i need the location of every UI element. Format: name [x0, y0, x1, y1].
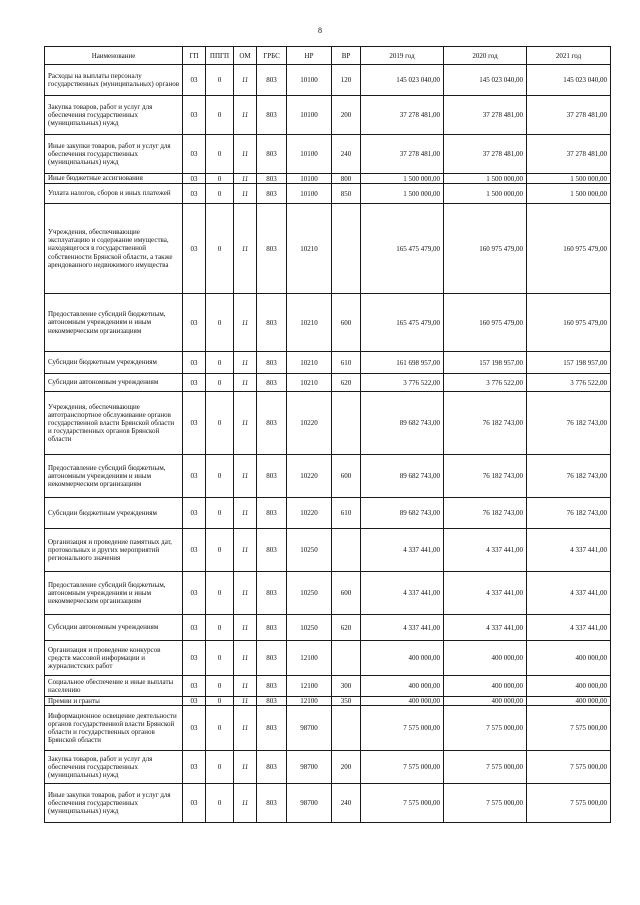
cell-y2019: 145 023 040,00 — [361, 65, 444, 96]
cell-om: 11 — [234, 135, 257, 174]
cell-ppgp: 0 — [206, 697, 234, 706]
cell-om: 11 — [234, 392, 257, 455]
cell-name: Субсидии автономным учреждениям — [45, 615, 183, 641]
cell-ppgp: 0 — [206, 374, 234, 392]
cell-om: 11 — [234, 374, 257, 392]
cell-om: 11 — [234, 352, 257, 374]
table-row — [45, 529, 611, 572]
cell-y2020: 3 776 522,00 — [444, 374, 527, 392]
cell-name: Закупка товаров, работ и услуг для обеспечения государственных (муниципальных) нужд — [45, 96, 183, 135]
cell-y2020: 157 198 957,00 — [444, 352, 527, 374]
column-header: 2020 год — [444, 47, 527, 65]
cell-ppgp: 0 — [206, 352, 234, 374]
cell-ppgp: 0 — [206, 529, 234, 572]
cell-y2019: 165 475 479,00 — [361, 294, 444, 352]
table-row — [45, 676, 611, 697]
cell-vr: 850 — [332, 184, 361, 204]
cell-grbs: 803 — [257, 294, 287, 352]
cell-nr: 10220 — [287, 498, 332, 529]
cell-vr: 800 — [332, 174, 361, 184]
cell-name: Премии и гранты — [45, 697, 183, 706]
cell-ppgp: 0 — [206, 706, 234, 751]
table-row — [45, 706, 611, 751]
table-row — [45, 615, 611, 641]
cell-ppgp: 0 — [206, 135, 234, 174]
cell-gp: 03 — [183, 174, 206, 184]
cell-vr: 600 — [332, 455, 361, 498]
table-row — [45, 96, 611, 135]
cell-y2019: 89 682 743,00 — [361, 455, 444, 498]
column-header: ППГП — [206, 47, 234, 65]
cell-name: Расходы на выплаты персоналу государственных (муниципальных) органов — [45, 65, 183, 96]
cell-grbs: 803 — [257, 697, 287, 706]
cell-ppgp: 0 — [206, 615, 234, 641]
cell-y2021: 400 000,00 — [527, 641, 611, 676]
cell-vr: 620 — [332, 615, 361, 641]
cell-nr: 10220 — [287, 455, 332, 498]
cell-y2021: 160 975 479,00 — [527, 204, 611, 294]
cell-nr: 10210 — [287, 294, 332, 352]
cell-y2020: 4 337 441,00 — [444, 572, 527, 615]
cell-gp: 03 — [183, 392, 206, 455]
column-header: ВР — [332, 47, 361, 65]
cell-gp: 03 — [183, 751, 206, 784]
cell-y2020: 76 182 743,00 — [444, 455, 527, 498]
cell-name: Организация и проведение конкурсов средств массовой информации и журналистских работ — [45, 641, 183, 676]
cell-nr: 10250 — [287, 615, 332, 641]
cell-y2021: 160 975 479,00 — [527, 294, 611, 352]
cell-gp: 03 — [183, 529, 206, 572]
cell-gp: 03 — [183, 784, 206, 823]
cell-grbs: 803 — [257, 615, 287, 641]
cell-nr: 12100 — [287, 676, 332, 697]
cell-name: Предоставление субсидий бюджетным, автономным учреждениям и иным некоммерческим организациям — [45, 572, 183, 615]
cell-grbs: 803 — [257, 374, 287, 392]
cell-nr: 10210 — [287, 374, 332, 392]
cell-gp: 03 — [183, 204, 206, 294]
cell-gp: 03 — [183, 615, 206, 641]
cell-vr: 620 — [332, 374, 361, 392]
cell-ppgp: 0 — [206, 455, 234, 498]
cell-om: 11 — [234, 529, 257, 572]
cell-gp: 03 — [183, 697, 206, 706]
cell-y2019: 4 337 441,00 — [361, 615, 444, 641]
cell-om: 11 — [234, 455, 257, 498]
cell-name: Учреждения, обеспечивающие автотранспортное обслуживание органов государственной власти Брянской области и государственных органов Брянской области — [45, 392, 183, 455]
cell-y2021: 4 337 441,00 — [527, 572, 611, 615]
cell-y2019: 4 337 441,00 — [361, 572, 444, 615]
cell-y2021: 1 500 000,00 — [527, 184, 611, 204]
cell-nr: 10100 — [287, 96, 332, 135]
cell-om: 11 — [234, 751, 257, 784]
cell-gp: 03 — [183, 184, 206, 204]
cell-gp: 03 — [183, 374, 206, 392]
cell-om: 11 — [234, 96, 257, 135]
cell-y2020: 7 575 000,00 — [444, 751, 527, 784]
cell-grbs: 803 — [257, 135, 287, 174]
cell-y2019: 7 575 000,00 — [361, 706, 444, 751]
column-header: Наименование — [45, 47, 183, 65]
cell-vr: 610 — [332, 352, 361, 374]
table-row — [45, 374, 611, 392]
cell-name: Закупка товаров, работ и услуг для обеспечения государственных (муниципальных) нужд — [45, 751, 183, 784]
column-header: НР — [287, 47, 332, 65]
cell-ppgp: 0 — [206, 572, 234, 615]
cell-y2021: 400 000,00 — [527, 697, 611, 706]
cell-y2019: 161 698 957,00 — [361, 352, 444, 374]
cell-y2020: 76 182 743,00 — [444, 498, 527, 529]
cell-grbs: 803 — [257, 572, 287, 615]
cell-nr: 98700 — [287, 784, 332, 823]
cell-nr: 12100 — [287, 697, 332, 706]
table-header-row — [45, 47, 611, 65]
cell-y2021: 76 182 743,00 — [527, 392, 611, 455]
cell-y2019: 400 000,00 — [361, 676, 444, 697]
cell-y2021: 400 000,00 — [527, 676, 611, 697]
cell-name: Организация и проведение памятных дат, протокольных и других мероприятий регионального значения — [45, 529, 183, 572]
cell-name: Субсидии бюджетным учреждениям — [45, 352, 183, 374]
cell-grbs: 803 — [257, 184, 287, 204]
cell-y2020: 145 023 040,00 — [444, 65, 527, 96]
cell-y2019: 3 776 522,00 — [361, 374, 444, 392]
cell-name: Предоставление субсидий бюджетным, автономным учреждениям и иным некоммерческим организациям — [45, 455, 183, 498]
cell-y2020: 4 337 441,00 — [444, 615, 527, 641]
cell-om: 11 — [234, 184, 257, 204]
cell-vr: 240 — [332, 784, 361, 823]
cell-y2020: 160 975 479,00 — [444, 294, 527, 352]
cell-gp: 03 — [183, 294, 206, 352]
table-row — [45, 204, 611, 294]
cell-y2019: 37 278 481,00 — [361, 135, 444, 174]
budget-table — [44, 46, 611, 823]
table-row — [45, 65, 611, 96]
cell-y2019: 37 278 481,00 — [361, 96, 444, 135]
page-number: 8 — [318, 26, 322, 35]
table-body — [45, 65, 611, 823]
table-row — [45, 498, 611, 529]
cell-grbs: 803 — [257, 65, 287, 96]
column-header: ГРБС — [257, 47, 287, 65]
table-row — [45, 784, 611, 823]
cell-y2019: 165 475 479,00 — [361, 204, 444, 294]
table-row — [45, 697, 611, 706]
cell-ppgp: 0 — [206, 96, 234, 135]
cell-name: Субсидии автономным учреждениям — [45, 374, 183, 392]
cell-y2021: 145 023 040,00 — [527, 65, 611, 96]
cell-vr — [332, 392, 361, 455]
cell-y2020: 1 500 000,00 — [444, 184, 527, 204]
cell-nr: 98700 — [287, 751, 332, 784]
cell-nr: 10100 — [287, 135, 332, 174]
cell-nr: 10100 — [287, 184, 332, 204]
cell-nr: 10210 — [287, 204, 332, 294]
cell-vr: 200 — [332, 751, 361, 784]
cell-om: 11 — [234, 784, 257, 823]
cell-nr: 12100 — [287, 641, 332, 676]
cell-y2019: 1 500 000,00 — [361, 184, 444, 204]
cell-ppgp: 0 — [206, 498, 234, 529]
table-row — [45, 294, 611, 352]
cell-gp: 03 — [183, 65, 206, 96]
column-header: ГП — [183, 47, 206, 65]
cell-y2019: 400 000,00 — [361, 697, 444, 706]
cell-name: Учреждения, обеспечивающие эксплуатацию и содержание имущества, находящегося в государственной собственности Брянской области, а также арендованного недвижимого имущества — [45, 204, 183, 294]
cell-nr: 98700 — [287, 706, 332, 751]
cell-gp: 03 — [183, 96, 206, 135]
cell-om: 11 — [234, 706, 257, 751]
cell-vr — [332, 706, 361, 751]
cell-y2020: 37 278 481,00 — [444, 96, 527, 135]
cell-ppgp: 0 — [206, 641, 234, 676]
cell-nr: 10100 — [287, 65, 332, 96]
cell-y2021: 76 182 743,00 — [527, 498, 611, 529]
cell-y2019: 7 575 000,00 — [361, 784, 444, 823]
column-header: 2021 год — [527, 47, 611, 65]
cell-om: 11 — [234, 641, 257, 676]
cell-grbs: 803 — [257, 751, 287, 784]
cell-y2019: 7 575 000,00 — [361, 751, 444, 784]
cell-y2021: 7 575 000,00 — [527, 784, 611, 823]
cell-grbs: 803 — [257, 392, 287, 455]
table-row — [45, 572, 611, 615]
cell-grbs: 803 — [257, 352, 287, 374]
cell-vr: 120 — [332, 65, 361, 96]
cell-y2019: 89 682 743,00 — [361, 392, 444, 455]
cell-y2020: 76 182 743,00 — [444, 392, 527, 455]
cell-nr: 10250 — [287, 529, 332, 572]
cell-grbs: 803 — [257, 641, 287, 676]
cell-gp: 03 — [183, 572, 206, 615]
cell-name: Иные закупки товаров, работ и услуг для обеспечения государственных (муниципальных) нужд — [45, 135, 183, 174]
cell-vr — [332, 641, 361, 676]
cell-y2019: 89 682 743,00 — [361, 498, 444, 529]
table-row — [45, 174, 611, 184]
cell-ppgp: 0 — [206, 294, 234, 352]
cell-om: 11 — [234, 697, 257, 706]
cell-ppgp: 0 — [206, 676, 234, 697]
column-header: ОМ — [234, 47, 257, 65]
cell-y2020: 160 975 479,00 — [444, 204, 527, 294]
cell-om: 11 — [234, 174, 257, 184]
cell-y2020: 37 278 481,00 — [444, 135, 527, 174]
table-row — [45, 184, 611, 204]
cell-om: 11 — [234, 498, 257, 529]
cell-grbs: 803 — [257, 706, 287, 751]
cell-grbs: 803 — [257, 204, 287, 294]
cell-grbs: 803 — [257, 529, 287, 572]
cell-name: Социальное обеспечение и иные выплаты населению — [45, 676, 183, 697]
cell-y2021: 37 278 481,00 — [527, 96, 611, 135]
cell-y2020: 400 000,00 — [444, 641, 527, 676]
cell-om: 11 — [234, 676, 257, 697]
cell-nr: 10100 — [287, 174, 332, 184]
cell-name: Иные бюджетные ассигнования — [45, 174, 183, 184]
cell-gp: 03 — [183, 498, 206, 529]
cell-grbs: 803 — [257, 784, 287, 823]
cell-grbs: 803 — [257, 455, 287, 498]
cell-ppgp: 0 — [206, 751, 234, 784]
cell-om: 11 — [234, 204, 257, 294]
cell-grbs: 803 — [257, 498, 287, 529]
cell-y2021: 157 198 957,00 — [527, 352, 611, 374]
cell-grbs: 803 — [257, 174, 287, 184]
table-row — [45, 641, 611, 676]
cell-gp: 03 — [183, 676, 206, 697]
cell-y2020: 7 575 000,00 — [444, 784, 527, 823]
cell-y2020: 7 575 000,00 — [444, 706, 527, 751]
cell-vr: 610 — [332, 498, 361, 529]
cell-vr: 600 — [332, 294, 361, 352]
cell-gp: 03 — [183, 455, 206, 498]
cell-vr: 200 — [332, 96, 361, 135]
cell-ppgp: 0 — [206, 784, 234, 823]
cell-y2019: 4 337 441,00 — [361, 529, 444, 572]
cell-ppgp: 0 — [206, 204, 234, 294]
cell-y2019: 1 500 000,00 — [361, 174, 444, 184]
column-header: 2019 год — [361, 47, 444, 65]
table-row — [45, 135, 611, 174]
cell-y2020: 400 000,00 — [444, 676, 527, 697]
cell-ppgp: 0 — [206, 184, 234, 204]
cell-grbs: 803 — [257, 96, 287, 135]
cell-ppgp: 0 — [206, 174, 234, 184]
cell-y2021: 4 337 441,00 — [527, 529, 611, 572]
cell-om: 11 — [234, 294, 257, 352]
table-row — [45, 392, 611, 455]
cell-nr: 10210 — [287, 352, 332, 374]
cell-y2021: 4 337 441,00 — [527, 615, 611, 641]
table-row — [45, 455, 611, 498]
cell-gp: 03 — [183, 352, 206, 374]
table-row — [45, 751, 611, 784]
cell-vr: 300 — [332, 676, 361, 697]
cell-y2021: 7 575 000,00 — [527, 706, 611, 751]
cell-vr — [332, 204, 361, 294]
cell-vr — [332, 529, 361, 572]
cell-ppgp: 0 — [206, 65, 234, 96]
cell-y2020: 400 000,00 — [444, 697, 527, 706]
cell-name: Информационное освещение деятельности органов государственной власти Брянской области и государственных органов Брянской области — [45, 706, 183, 751]
cell-ppgp: 0 — [206, 392, 234, 455]
cell-vr: 240 — [332, 135, 361, 174]
cell-name: Иные закупки товаров, работ и услуг для обеспечения государственных (муниципальных) нужд — [45, 784, 183, 823]
cell-nr: 10220 — [287, 392, 332, 455]
cell-y2021: 7 575 000,00 — [527, 751, 611, 784]
cell-gp: 03 — [183, 641, 206, 676]
cell-vr: 350 — [332, 697, 361, 706]
cell-name: Уплата налогов, сборов и иных платежей — [45, 184, 183, 204]
cell-name: Субсидии бюджетным учреждениям — [45, 498, 183, 529]
cell-gp: 03 — [183, 135, 206, 174]
table-row — [45, 352, 611, 374]
cell-nr: 10250 — [287, 572, 332, 615]
cell-om: 11 — [234, 572, 257, 615]
cell-om: 11 — [234, 615, 257, 641]
cell-y2021: 76 182 743,00 — [527, 455, 611, 498]
cell-gp: 03 — [183, 706, 206, 751]
cell-y2020: 4 337 441,00 — [444, 529, 527, 572]
cell-y2021: 3 776 522,00 — [527, 374, 611, 392]
cell-vr: 600 — [332, 572, 361, 615]
cell-name: Предоставление субсидий бюджетным, автономным учреждениям и иным некоммерческим организациям — [45, 294, 183, 352]
cell-y2019: 400 000,00 — [361, 641, 444, 676]
cell-y2020: 1 500 000,00 — [444, 174, 527, 184]
cell-om: 11 — [234, 65, 257, 96]
cell-y2021: 1 500 000,00 — [527, 174, 611, 184]
cell-y2021: 37 278 481,00 — [527, 135, 611, 174]
cell-grbs: 803 — [257, 676, 287, 697]
